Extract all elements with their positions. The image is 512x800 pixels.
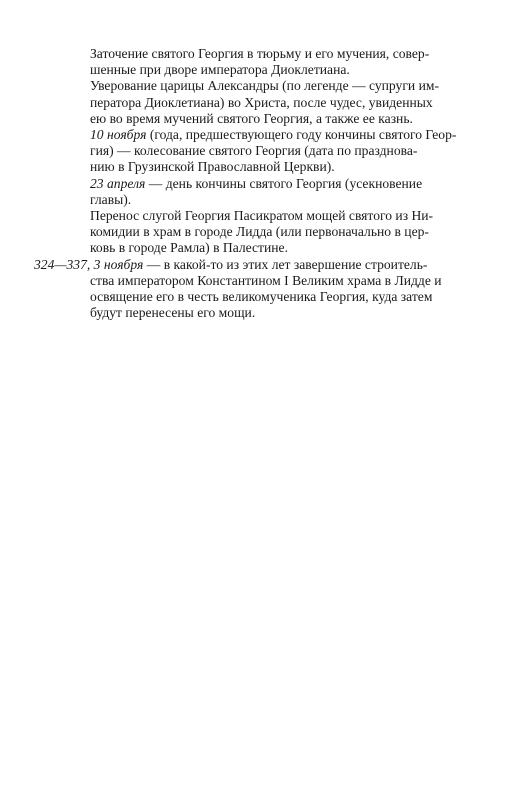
text-line: главы). [90,191,132,207]
text-block [34,46,457,321]
text-line: ковь в городе Рамла) в Палестине. [90,240,288,256]
text-line: нию в Грузинской Православной Церкви). [90,159,335,175]
text-fragment: (года, предшествующего году кончины святого Геор- [146,127,457,143]
text-line: гия) — колесование святого Георгия (дата по празднова- [90,143,418,159]
text-line: освящение его в честь великомученика Георгия, куда затем [90,289,433,305]
text-line: Уверование царицы Александры (по легенде — супруги им- [90,78,440,94]
text-line [90,176,430,192]
text-line: шенные при дворе императора Диоклетиана. [90,62,350,78]
date-label: 10 ноября [90,127,147,143]
paragraph-april-23 [90,176,430,208]
date-label: 23 апреля [90,175,146,191]
text-line: ператора Диоклетиана) во Христа, после чудес, увиденных [90,94,433,110]
text-line [90,127,457,143]
text-line: ства императором Константином I Великим храма в Лидде и [90,272,442,288]
text-line: будут перенесены его мощи. [90,305,256,321]
paragraph-imprisonment [90,46,430,78]
paragraph-november-10 [90,127,457,176]
text-line: Перенос слугой Георгия Пасикратом мощей святого из Ни- [90,208,434,224]
text-line: ею во время мучений святого Георгия, а также ее казнь. [90,110,413,126]
text-fragment: — день кончины святого Георгия (усекновение [145,175,423,191]
paragraph-lydda-church [34,256,442,322]
text-line: комидии в храм в городе Лидда (или первоначально в цер- [90,224,429,240]
paragraph-empress-alexandra [90,78,440,127]
text-line: Заточение святого Георгия в тюрьму и его мучения, совер- [90,46,430,61]
date-label: 324—337, 3 ноября [34,256,144,272]
text-line [34,257,430,273]
text-fragment: — в какой-то из этих лет завершение строитель- [143,256,428,272]
paragraph-relics-transfer [90,208,434,257]
